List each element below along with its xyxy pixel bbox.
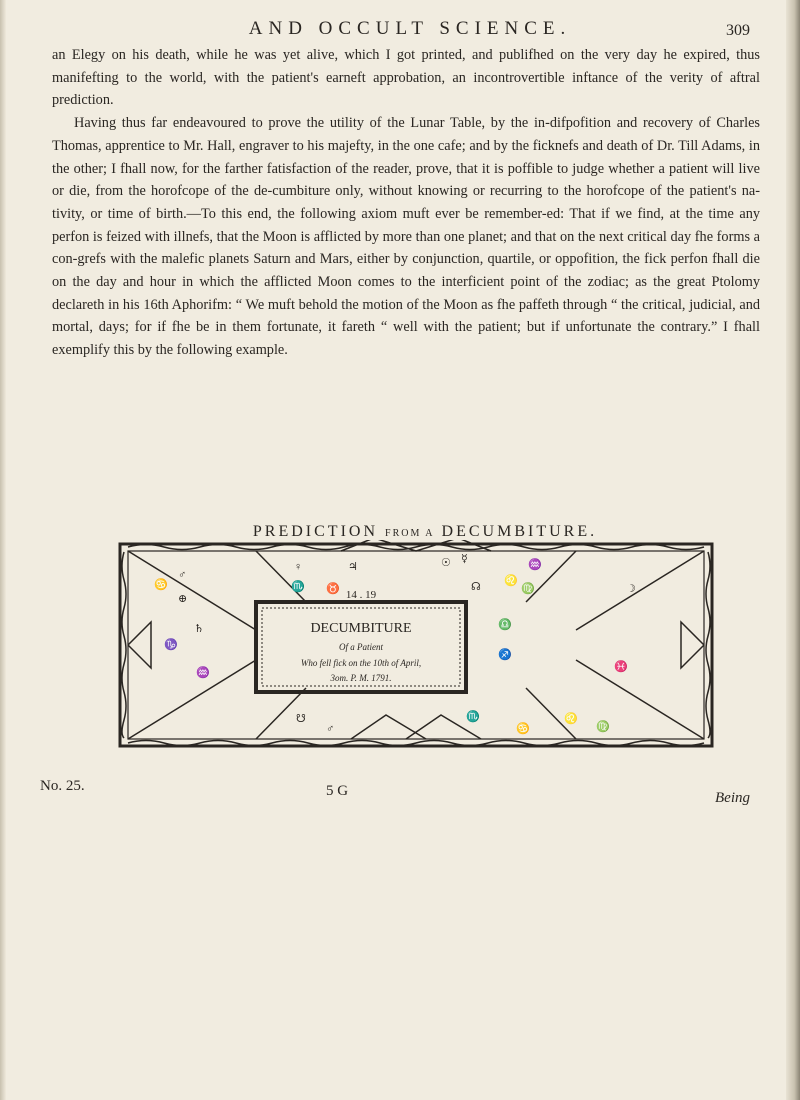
body-text bbox=[52, 44, 760, 362]
glyph-sun: ☉ bbox=[441, 557, 451, 569]
page-number: 309 bbox=[726, 22, 750, 39]
glyph-aquarius-2: ♒ bbox=[196, 667, 210, 679]
outer-border bbox=[120, 544, 712, 746]
glyph-cancer: ♋ bbox=[154, 579, 168, 591]
horoscope-chart bbox=[116, 540, 716, 750]
glyph-moon: ☽ bbox=[626, 583, 636, 595]
glyph-mercury: ☿ bbox=[461, 553, 468, 565]
glyph-taurus: ♉ bbox=[326, 583, 340, 595]
paragraph-2: Having thus far endeavoured to prove the utility of the Lunar Table, by the in-difpofition and recovery of Charles Thomas, apprentice to Mr. Hall, engraver to his majefty, in the one cafe; and by the ficknefs and death of Dr. Till Adams, in the other; I fhall now, for the farther fatisfaction of the reader, prove, that it is poffible to judge whether a patient will live or die, from the horofcope of the de-cumbiture only, without knowing or recurring to the horofcope of the patient's na-tivity, or time of birth.—To this end, the following axiom muft ever be remember-ed: That if we find, at the time any perfon is feized with illnefs, that the Moon is afflicted by more than one planet; and that on the next critical day fhe forms a con-grefs with the malefic planets Saturn and Mars, either by conjunction, quartile, or oppofition, the fick perfon fhall die on the day and hour in which the afflicted Moon comes to the interficient point of the zodiac; as the great Ptolomy declareth in his 16th Aphorifm: “ We muft behold the motion of the Moon as fhe paffeth through “ the critical, judicial, and mortal, days; for if fhe be in them fortunate, it fareth “ well with the patient; but if unfortunate the contrary.” I fhall exemplify this by the following example. bbox=[52, 115, 760, 359]
center-line2: Who fell fick on the 10th of April, bbox=[300, 658, 422, 668]
gathering-mark: 5 G bbox=[326, 783, 349, 799]
glyph-pisces: ♓ bbox=[614, 661, 628, 673]
center-title: DECUMBITURE bbox=[310, 621, 412, 636]
glyph-leo: ♌ bbox=[504, 575, 518, 587]
glyph-cancer-2: ♋ bbox=[516, 723, 530, 735]
running-head: AND OCCULT SCIENCE. bbox=[248, 18, 572, 39]
glyph-jupiter: ♃ bbox=[348, 561, 358, 573]
section-title bbox=[100, 523, 750, 541]
glyph-dragon-head: ☊ bbox=[471, 581, 481, 593]
glyph-mars: ♂ bbox=[178, 569, 187, 581]
glyph-leo-2: ♌ bbox=[564, 713, 578, 725]
glyph-scorpio: ♏ bbox=[291, 581, 305, 593]
center-line3: 3om. P. M. 1791. bbox=[330, 673, 392, 683]
catchword: Being bbox=[715, 790, 750, 806]
page-right-edge bbox=[786, 0, 800, 1100]
section-title-part1: PREDICTION bbox=[252, 523, 379, 540]
inner-border bbox=[128, 551, 704, 739]
glyph-aquarius: ♒ bbox=[528, 559, 542, 571]
glyph-sagittarius: ♐ bbox=[498, 649, 512, 661]
glyph-fortune: ⊕ bbox=[178, 593, 188, 605]
glyph-mars-2: ♂ bbox=[326, 723, 335, 735]
glyph-group bbox=[154, 553, 636, 735]
glyph-libra: ♎ bbox=[498, 619, 512, 631]
glyph-venus: ♀ bbox=[294, 561, 303, 573]
glyph-virgo-2: ♍ bbox=[596, 721, 610, 733]
horoscope-figure bbox=[116, 540, 716, 750]
signature-mark: No. 25. bbox=[40, 778, 85, 794]
page-left-edge bbox=[0, 0, 6, 1100]
glyph-virgo: ♍ bbox=[521, 583, 535, 595]
glyph-scorpio-2: ♏ bbox=[466, 711, 480, 723]
center-line1: Of a Patient bbox=[339, 642, 383, 652]
house-lines bbox=[128, 540, 704, 739]
left-ornament bbox=[122, 552, 126, 738]
glyph-saturn: ♄ bbox=[194, 623, 204, 635]
right-ornament bbox=[706, 552, 710, 738]
section-title-part2: FROM A bbox=[385, 528, 435, 539]
paragraph-1: an Elegy on his death, while he was yet alive, which I got printed, and publifhed on the very day he expired, thus manifefting to the world, with the patient's earneft approbation, an incontrovertible inftance of the verity of aftral prediction. bbox=[52, 47, 760, 109]
top-degree: 14 . 19 bbox=[345, 589, 377, 601]
glyph-capricorn: ♑ bbox=[164, 639, 178, 651]
section-title-part3: DECUMBITURE. bbox=[441, 523, 598, 540]
glyph-dragon-tail: ☋ bbox=[296, 713, 306, 725]
